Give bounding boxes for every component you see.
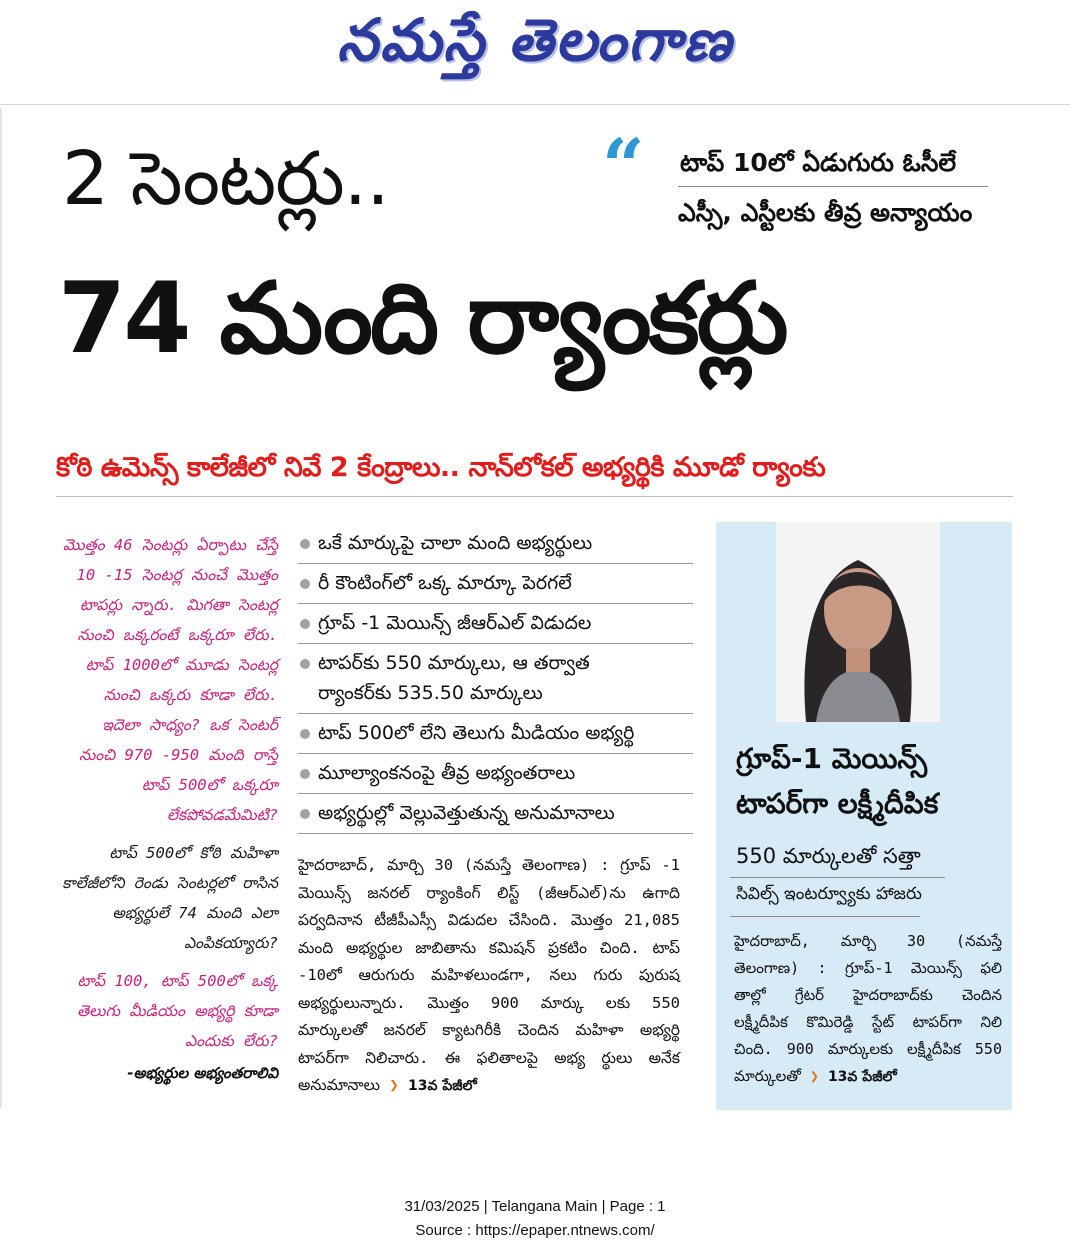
list-item: [298, 524, 693, 564]
continued-on-page-link[interactable]: 13వ పేజీలో: [827, 1069, 897, 1085]
objections-column: [60, 530, 278, 1086]
list-item: [298, 564, 693, 604]
sidebar-divider: [730, 877, 945, 878]
objections-credit: -అభ్యర్థుల అభ్యంతరాలివి: [127, 1064, 278, 1082]
list-item-text: టాప్ 500లో లేని తెలుగు మీడియం అభ్యర్థి: [318, 722, 635, 744]
bullet-icon: [300, 539, 310, 549]
topper-body-text: హైదరాబాద్, మార్చి 30 (నమస్తే తెలంగాణ) : గ్రూప్-1 మెయిన్స్ ఫలి తాల్లో గ్రేటర్ హైదరాబాద్‌కు చెందిన లక్ష్మీదీపిక కొమిరెడ్డి స్టేట్ టాపర్‌గా నిలి చింది. 900 మార్కులకు లక్ష్మీదీపిక 550 మార్కులతో: [734, 932, 1002, 1085]
bullet-icon: [300, 579, 310, 589]
footer-date-page: 31/03/2025 | Telangana Main | Page : 1: [404, 1198, 666, 1215]
headline-line-2: 74 మంది ర్యాంకర్లు: [58, 262, 786, 376]
page-edge: [0, 108, 2, 1108]
bullet-icon: [300, 619, 310, 629]
masthead-divider: [0, 104, 1070, 105]
topper-photo: [776, 522, 940, 722]
quote-line-2: ఎస్సీ, ఎస్టీలకు తీవ్ర అన్యాయం: [678, 198, 973, 227]
headline-line-1: 2 సెంటర్లు..: [62, 136, 389, 222]
masthead: [0, 0, 1070, 100]
continued-on-page-link[interactable]: 13వ పేజీలో: [408, 1078, 477, 1094]
topper-subheading-2: సివిల్స్ ఇంటర్వ్యూకు హాజరు: [736, 884, 922, 904]
continue-arrow-icon: ❯: [809, 1067, 819, 1085]
bullet-icon: [300, 769, 310, 779]
article-body-text: హైదరాబాద్, మార్చి 30 (నమస్తే తెలంగాణ) : గ్రూప్ -1 మెయిన్స్ జనరల్ ర్యాంకింగ్ లిస్ట్ (జీఆర్‌ఎల్)ను ఉగాది పర్వదినాన టీజీపీఎస్సీ విడుదల చేసింది. మొత్తం 21,085 మంది అభ్యర్థుల జాబితాను కమిషన్ ప్రకటిం చింది. టాప్ -10లో ఆరుగురు మహిళలుండగా, నలు గురు పురుష అభ్యర్థులున్నారు. మొత్తం 900 మార్కు లకు 550 మార్కులతో జనరల్ క్యాటగిరీకి చెందిన మహిళా అభ్యర్థి టాపర్‌గా నిలిచారు. ఈ ఫలితాలపై అభ్య ర్థులు అనేక అనుమానాలు: [298, 856, 680, 1094]
topper-body: [734, 928, 1002, 1091]
list-item: [298, 604, 693, 644]
sidebar-divider: [730, 916, 920, 917]
list-item-text: మూల్యాంకనంపై తీవ్ర అభ్యంతరాలు: [318, 762, 576, 784]
objection-paragraph: టాప్ 500లో కోఠి మహిళా కాలేజీలోని రెండు సెంటర్లలో రాసిన అభ్యర్థులే 74 మంది ఎలా ఎంపికయ్యారు?: [62, 844, 278, 952]
bullet-icon: [300, 659, 310, 669]
list-item-text: గ్రూప్ -1 మెయిన్స్ జీఆర్‌ఎల్ విడుదల: [318, 612, 592, 634]
article-body: [298, 852, 680, 1101]
quote-icon: “: [602, 124, 645, 210]
continue-arrow-icon: ❯: [389, 1076, 399, 1094]
newspaper-logo: నమస్తే తెలంగాణ: [337, 6, 733, 74]
list-item-text: టాపర్‌కు 550 మార్కులు, ఆ తర్వాత ర్యాంకర్‌కు 535.50 మార్కులు: [318, 652, 590, 704]
list-item-text: అభ్యర్థుల్లో వెల్లువెత్తుతున్న అనుమానాలు: [318, 802, 615, 824]
footer-source-link[interactable]: Source : https://epaper.ntnews.com/: [415, 1222, 655, 1239]
list-item: [298, 714, 693, 754]
topper-heading: గ్రూప్-1 మెయిన్స్ టాపర్‌గా లక్ష్మీదీపిక: [736, 742, 939, 820]
list-item-text: రీ కౌంటింగ్‌లో ఒక్క మార్కూ పెరగలే: [318, 572, 572, 594]
subhead-divider: [56, 496, 1013, 497]
quote-divider: [678, 186, 988, 187]
list-item: [298, 644, 693, 714]
topper-subheading: 550 మార్కులతో సత్తా: [736, 844, 921, 868]
list-item: [298, 794, 693, 834]
list-item: [298, 754, 693, 794]
quote-line-1: టాప్ 10లో ఏడుగురు ఓసీలే: [680, 148, 957, 177]
bullet-icon: [300, 809, 310, 819]
subheadline: కోఠి ఉమెన్స్ కాలేజీలో నివే 2 కేంద్రాలు.. నాన్‌లోకల్ అభ్యర్థికి మూడో ర్యాంకు: [56, 452, 826, 483]
objection-paragraph: టాప్ 100, టాప్ 500లో ఒక్క తెలుగు మీడియం అభ్యర్థి కూడా ఎందుకు లేరు?: [77, 972, 278, 1050]
bullet-icon: [300, 729, 310, 739]
highlights-list: [298, 524, 693, 834]
objection-paragraph: మొత్తం 46 సెంటర్లు ఏర్పాటు చేస్తే 10 -15 సెంటర్ల నుంచే మొత్తం టాపర్లు న్నారు. మిగతా సెంటర్ల నుంచి ఒక్కరంటే ఒక్కరూ లేరు. టాప్ 1000లో మూడు సెంటర్ల నుంచి ఒక్కరు కూడా లేరు. ఇదెలా సాధ్యం? ఒక సెంటర్ నుంచి 970 -950 మంది రాస్తే టాప్ 500లో ఒక్కరూ లేకపోవడమేమిటి?: [62, 536, 278, 824]
list-item-text: ఒకే మార్కుపై చాలా మంది అభ్యర్థులు: [318, 532, 593, 554]
